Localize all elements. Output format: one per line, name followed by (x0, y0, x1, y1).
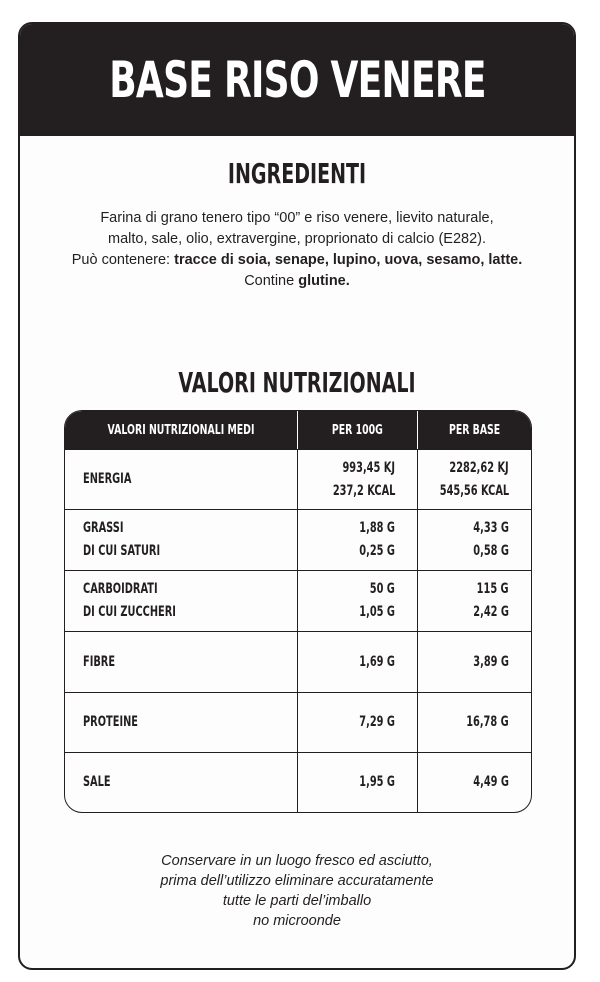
table-row (65, 570, 531, 631)
value-per-base: 4,49 G (473, 774, 509, 790)
value-per-100g: 1,95 G (359, 774, 395, 790)
product-title: BASE RISO VENERE (108, 51, 486, 109)
nutrient-label: DI CUI ZUCCHERI (83, 604, 176, 620)
nutrient-label: GRASSI (83, 520, 124, 536)
storage-line-3: tutte le parti del’imballo (222, 893, 372, 909)
table-row (65, 692, 531, 752)
value-per-base: 115 G (477, 581, 509, 597)
table-row (65, 752, 531, 812)
allergens-line (30, 250, 564, 271)
storage-line-4: no microonde (253, 913, 341, 929)
nutrient-label: CARBOIDRATI (83, 581, 158, 597)
storage-line-1: Conservare in un luogo fresco ed asciutto, (161, 853, 433, 869)
value-per-base-cell (418, 510, 531, 570)
ingredients-line-2: malto, sale, olio, extravergine, proprionato di calcio (E282). (108, 231, 486, 247)
allergens-list: tracce di soia, senape, lupino, uova, sesamo, latte. (174, 252, 523, 268)
value-per-100g: 50 G (369, 581, 395, 597)
value-per-base-cell (418, 632, 531, 692)
table-body (65, 449, 531, 812)
header-per-100g: PER 100G (298, 411, 418, 449)
value-per-100g-cell (298, 510, 418, 570)
nutrient-label: DI CUI SATURI (83, 543, 161, 559)
gluten-prefix: Contine (244, 273, 299, 289)
table-row (65, 631, 531, 692)
header-nutrients: VALORI NUTRIZIONALI MEDI (65, 411, 298, 449)
value-per-100g-cell (298, 571, 418, 631)
table-row (65, 449, 531, 509)
nutrient-label: FIBRE (83, 653, 116, 670)
nutrient-label-cell (65, 450, 298, 509)
value-per-100g: 1,05 G (359, 604, 395, 620)
title-bar (20, 24, 574, 136)
nutrition-heading: VALORI NUTRIZIONALI (178, 366, 416, 399)
label-card (18, 22, 576, 970)
value-per-100g: 7,29 G (359, 714, 395, 730)
value-per-100g: 1,69 G (359, 653, 395, 670)
value-per-100g-cell (298, 450, 418, 509)
value-per-base: 16,78 G (466, 714, 509, 730)
value-per-100g: 993,45 KJ (342, 459, 395, 476)
ingredients-text (30, 208, 564, 292)
nutrient-label: PROTEINE (83, 714, 138, 730)
value-per-base: 0,58 G (473, 543, 509, 559)
gluten-line (30, 271, 564, 292)
ingredients-line-1: Farina di grano tenero tipo “00” e riso venere, lievito naturale, (100, 210, 494, 226)
value-per-100g-cell (298, 693, 418, 752)
value-per-100g: 1,88 G (359, 520, 395, 536)
header-per-base: PER BASE (449, 422, 501, 438)
nutrient-label: ENERGIA (83, 471, 132, 487)
storage-notes (20, 851, 574, 931)
gluten-word: glutine. (298, 273, 350, 289)
nutrient-label-cell (65, 753, 298, 812)
value-per-base: 3,89 G (473, 653, 509, 670)
nutrition-table (64, 410, 532, 813)
nutrient-label-cell (65, 693, 298, 752)
nutrient-label-cell (65, 571, 298, 631)
value-per-base: 2,42 G (473, 604, 509, 620)
value-per-base: 545,56 KCAL (439, 482, 509, 499)
value-per-100g-cell (298, 753, 418, 812)
nutrient-label-cell (65, 632, 298, 692)
value-per-base-cell (418, 450, 531, 509)
value-per-base: 2282,62 KJ (449, 459, 509, 476)
value-per-base-cell (418, 571, 531, 631)
ingredients-heading: INGREDIENTI (227, 157, 367, 190)
value-per-100g-cell (298, 632, 418, 692)
value-per-100g: 0,25 G (359, 543, 395, 559)
value-per-100g: 237,2 KCAL (332, 482, 395, 499)
value-per-base: 4,33 G (473, 520, 509, 536)
nutrient-label: SALE (83, 774, 111, 790)
table-row (65, 509, 531, 570)
value-per-base-cell (418, 693, 531, 752)
allergens-prefix: Può contenere: (71, 252, 175, 268)
table-header (65, 411, 531, 449)
nutrient-label-cell (65, 510, 298, 570)
storage-line-2: prima dell’utilizzo eliminare accuratamente (160, 873, 434, 889)
value-per-base-cell (418, 753, 531, 812)
